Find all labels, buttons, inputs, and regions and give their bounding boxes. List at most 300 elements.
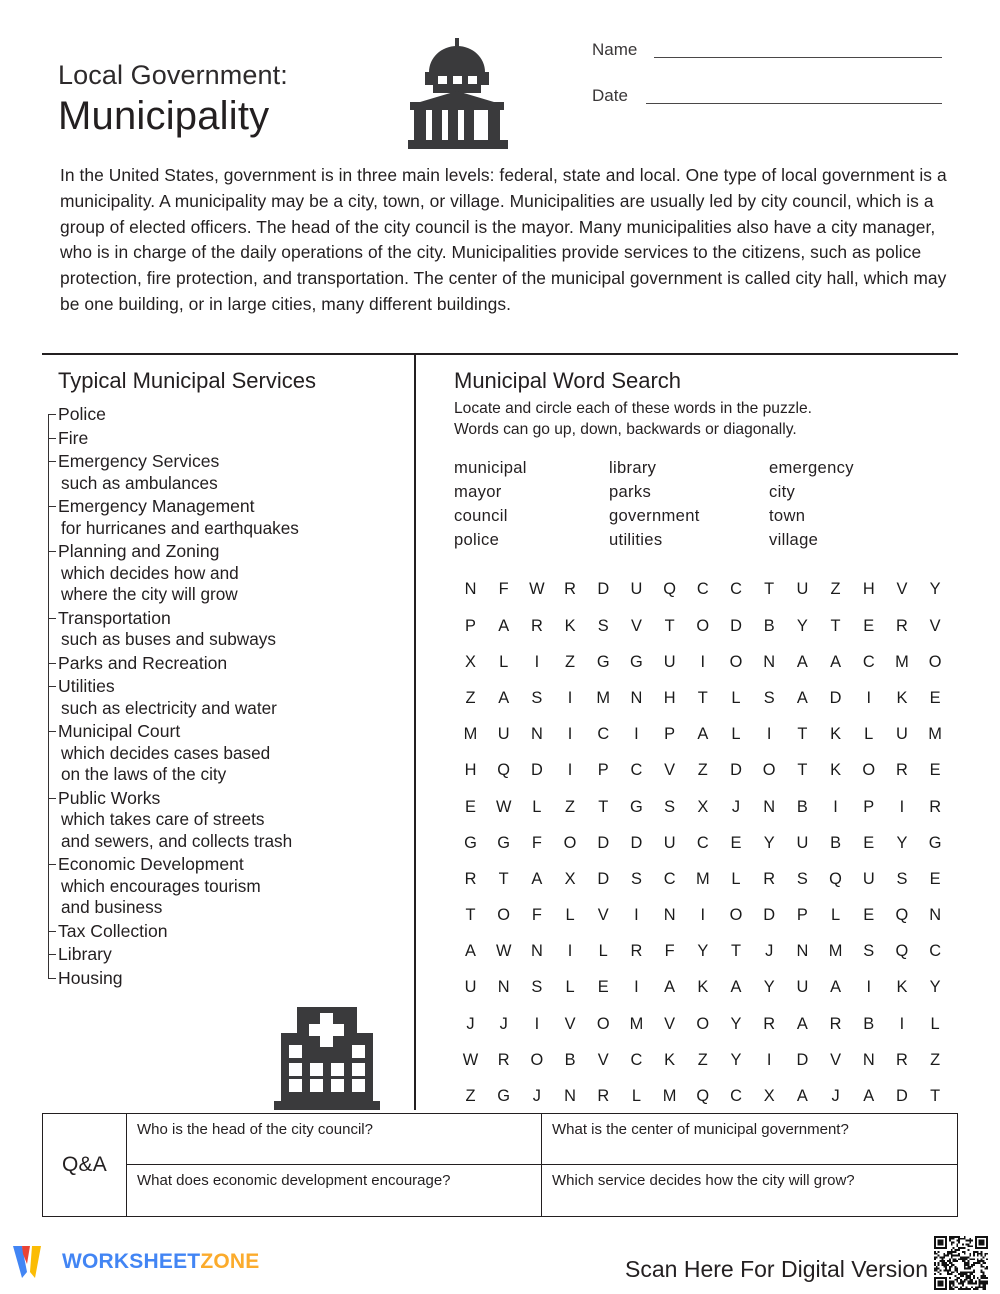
wordsearch-cell[interactable]: Y: [730, 1050, 742, 1069]
wordsearch-cell[interactable]: S: [531, 688, 543, 707]
service-item: [42, 854, 410, 919]
wordsearch-cell[interactable]: L: [565, 978, 575, 997]
wordsearch-cell[interactable]: S: [664, 797, 676, 816]
qa-question-text: What is the center of municipal government?: [552, 1121, 849, 1138]
wordsearch-cell[interactable]: A: [830, 652, 842, 671]
wordsearch-cell[interactable]: N: [630, 688, 643, 707]
wordsearch-cell[interactable]: O: [530, 1050, 544, 1069]
wordsearch-cell[interactable]: F: [498, 580, 509, 599]
service-detail: which encourages tourism: [61, 875, 261, 896]
service-item: [42, 541, 410, 606]
service-name: Emergency Management: [58, 496, 255, 517]
qr-code-icon[interactable]: [934, 1236, 988, 1290]
wordsearch-cell[interactable]: S: [896, 869, 908, 888]
wordsearch-cell[interactable]: A: [498, 688, 510, 707]
wordsearch-cell[interactable]: I: [766, 725, 772, 744]
service-item: [42, 608, 410, 651]
qa-box: [42, 1113, 958, 1217]
wordsearch-cell[interactable]: E: [863, 833, 875, 852]
wordsearch-heading: Municipal Word Search: [454, 368, 682, 393]
service-name: Housing: [58, 967, 123, 988]
wordsearch-cell[interactable]: Y: [697, 942, 709, 961]
wordsearch-instruction-1: Locate and circle each of these words in the puzzle.: [454, 400, 813, 418]
wordsearch-cell[interactable]: R: [763, 1014, 776, 1033]
qa-answer-cell[interactable]: [127, 1114, 542, 1165]
service-name: Police: [58, 404, 106, 425]
wordsearch-cell[interactable]: I: [899, 797, 905, 816]
wordsearch-cell[interactable]: A: [796, 1014, 809, 1033]
wordsearch-cell[interactable]: N: [464, 580, 477, 599]
wordsearch-cell[interactable]: M: [695, 869, 710, 888]
wordsearch-cell[interactable]: Z: [565, 797, 576, 816]
wordsearch-cell[interactable]: T: [465, 906, 476, 925]
wordsearch-cell[interactable]: N: [564, 1087, 577, 1106]
wordsearch-cell[interactable]: B: [564, 1050, 576, 1069]
wordsearch-cell[interactable]: A: [730, 978, 742, 997]
wordsearch-cell[interactable]: R: [763, 869, 776, 888]
wordsearch-cell[interactable]: D: [730, 761, 743, 780]
wordsearch-cell[interactable]: V: [929, 616, 941, 635]
wordsearch-cell[interactable]: T: [498, 869, 509, 888]
wordsearch-cell[interactable]: I: [899, 1014, 905, 1033]
wordsearch-cell[interactable]: R: [530, 616, 543, 635]
wordsearch-cell[interactable]: V: [597, 1050, 609, 1069]
title-subject: Local Government:: [58, 60, 288, 90]
wordsearch-cell[interactable]: N: [763, 797, 776, 816]
wordsearch-cell[interactable]: G: [630, 652, 643, 671]
wordsearch-cell[interactable]: E: [730, 833, 742, 852]
wordsearch-cell[interactable]: T: [797, 725, 808, 744]
wordsearch-cell[interactable]: Z: [465, 688, 476, 707]
wordsearch-cell[interactable]: U: [796, 580, 809, 599]
wordsearch-cell[interactable]: G: [928, 833, 942, 852]
service-name: Utilities: [58, 676, 115, 697]
wordsearch-cell[interactable]: T: [797, 761, 808, 780]
service-name: Tax Collection: [58, 920, 168, 941]
qa-question-text: What does economic development encourage?: [137, 1172, 451, 1189]
wordsearch-cell[interactable]: Z: [465, 1087, 476, 1106]
wordsearch-cell[interactable]: L: [930, 1014, 940, 1033]
wordsearch-cell[interactable]: R: [829, 1014, 842, 1033]
wordsearch-cell[interactable]: D: [597, 580, 610, 599]
wordsearch-cell[interactable]: O: [762, 761, 776, 780]
wordsearch-cell[interactable]: D: [730, 616, 743, 635]
service-detail: and business: [61, 897, 163, 918]
date-writing-line[interactable]: [646, 103, 942, 104]
service-item: [42, 404, 410, 426]
wordsearch-cell[interactable]: S: [796, 869, 809, 888]
wordsearch-cell[interactable]: W: [529, 580, 545, 599]
wordsearch-cell[interactable]: H: [464, 761, 477, 780]
wordsearch-cell[interactable]: P: [465, 616, 477, 635]
wordsearch-cell[interactable]: M: [662, 1087, 677, 1106]
wordsearch-cell[interactable]: A: [498, 616, 510, 635]
qa-label: Q&A: [62, 1153, 107, 1176]
service-name: Municipal Court: [58, 721, 181, 742]
capitol-building-icon: [402, 36, 514, 152]
word-bank-word: parks: [609, 482, 652, 502]
wordsearch-cell[interactable]: B: [830, 833, 842, 852]
wordsearch-cell[interactable]: T: [730, 942, 742, 961]
wordsearch-cell[interactable]: I: [567, 942, 573, 961]
wordsearch-cell[interactable]: R: [497, 1050, 510, 1069]
wordsearch-cell[interactable]: V: [830, 1050, 842, 1069]
wordsearch-cell[interactable]: P: [863, 797, 875, 816]
wordsearch-grid[interactable]: [454, 571, 954, 1114]
wordsearch-cell[interactable]: A: [796, 688, 809, 707]
wordsearch-cell[interactable]: O: [928, 652, 942, 671]
wordsearch-cell[interactable]: R: [464, 869, 477, 888]
wordsearch-cell[interactable]: D: [597, 833, 610, 852]
wordsearch-cell[interactable]: K: [830, 761, 842, 780]
wordsearch-cell[interactable]: U: [497, 725, 510, 744]
wordsearch-cell[interactable]: N: [663, 906, 676, 925]
wordsearch-cell[interactable]: T: [697, 688, 709, 707]
wordsearch-cell[interactable]: L: [631, 1087, 642, 1106]
wordsearch-cell[interactable]: A: [830, 978, 842, 997]
word-bank-word: police: [454, 530, 500, 550]
wordsearch-cell[interactable]: U: [796, 978, 809, 997]
name-label: Name: [592, 40, 638, 59]
wordsearch-cell[interactable]: M: [895, 652, 909, 671]
services-heading: Typical Municipal Services: [58, 368, 316, 393]
wordsearch-cell[interactable]: B: [796, 797, 809, 816]
wordsearch-cell[interactable]: N: [796, 942, 809, 961]
wordsearch-cell[interactable]: T: [664, 616, 675, 635]
wordsearch-cell[interactable]: E: [929, 869, 941, 888]
wordsearch-cell[interactable]: L: [731, 869, 741, 888]
wordsearch-cell[interactable]: N: [929, 906, 942, 925]
wordsearch-cell[interactable]: W: [495, 942, 512, 961]
wordsearch-cell[interactable]: N: [530, 725, 543, 744]
wordsearch-cell[interactable]: Q: [829, 869, 843, 888]
wordsearch-cell[interactable]: Y: [929, 580, 941, 599]
wordsearch-cell[interactable]: I: [634, 906, 639, 925]
wordsearch-cell[interactable]: Z: [697, 1050, 709, 1069]
wordsearch-cell[interactable]: C: [630, 761, 643, 780]
wordsearch-cell[interactable]: H: [862, 580, 875, 599]
wordsearch-cell[interactable]: C: [862, 652, 875, 671]
wordsearch-cell[interactable]: F: [531, 833, 543, 852]
wordsearch-cell[interactable]: U: [464, 978, 477, 997]
wordsearch-cell[interactable]: X: [763, 1087, 775, 1106]
wordsearch-cell[interactable]: O: [729, 906, 743, 925]
wordsearch-cell[interactable]: R: [630, 942, 643, 961]
wordsearch-cell[interactable]: C: [929, 942, 942, 961]
wordsearch-cell[interactable]: D: [630, 833, 643, 852]
word-bank-word: emergency: [769, 458, 854, 478]
service-item: [42, 451, 410, 494]
logo-zone-text: ZONE: [200, 1250, 260, 1273]
qa-question-text: Which service decides how the city will grow?: [552, 1172, 855, 1189]
wordsearch-cell[interactable]: C: [663, 869, 676, 888]
wordsearch-cell[interactable]: D: [763, 906, 776, 925]
wordsearch-cell[interactable]: S: [630, 869, 643, 888]
wordsearch-cell[interactable]: I: [567, 725, 573, 744]
wordsearch-cell[interactable]: L: [598, 942, 608, 961]
wordsearch-cell[interactable]: N: [530, 942, 543, 961]
wordsearch-cell[interactable]: S: [531, 978, 543, 997]
wordsearch-cell[interactable]: H: [663, 688, 676, 707]
wordsearch-cell[interactable]: K: [664, 1050, 676, 1069]
wordsearch-cell[interactable]: D: [829, 688, 842, 707]
wordsearch-cell[interactable]: D: [530, 761, 543, 780]
wordsearch-cell[interactable]: D: [597, 869, 610, 888]
wordsearch-cell[interactable]: J: [731, 797, 741, 816]
wordsearch-cell[interactable]: L: [565, 906, 575, 925]
wordsearch-cell[interactable]: I: [567, 688, 573, 707]
wordsearch-cell[interactable]: S: [597, 616, 609, 635]
wordsearch-cell[interactable]: M: [596, 688, 611, 707]
word-bank-word: city: [769, 482, 796, 502]
service-detail: which takes care of streets: [61, 809, 265, 830]
word-bank: [454, 456, 954, 551]
wordsearch-cell[interactable]: C: [696, 833, 709, 852]
page-title: [58, 62, 288, 139]
wordsearch-cell[interactable]: T: [598, 797, 609, 816]
service-name: Fire: [58, 427, 89, 448]
wordsearch-cell[interactable]: K: [830, 725, 842, 744]
wordsearch-cell[interactable]: V: [896, 580, 908, 599]
wordsearch-cell[interactable]: Z: [830, 580, 841, 599]
wordsearch-cell[interactable]: L: [731, 688, 741, 707]
wordsearch-cell[interactable]: J: [831, 1087, 840, 1106]
wordsearch-cell[interactable]: D: [796, 1050, 809, 1069]
page-footer: [0, 1232, 1000, 1294]
wordsearch-cell[interactable]: K: [697, 978, 709, 997]
name-date-block: [592, 40, 952, 132]
wordsearch-cell[interactable]: O: [729, 652, 743, 671]
name-field-row[interactable]: [592, 40, 952, 86]
wordsearch-cell[interactable]: C: [630, 1050, 643, 1069]
worksheetzone-logo[interactable]: [10, 1233, 259, 1291]
wordsearch-cell[interactable]: S: [863, 942, 875, 961]
wordsearch-cell[interactable]: J: [499, 1014, 508, 1033]
wordsearch-cell[interactable]: Q: [497, 761, 511, 780]
wordsearch-cell[interactable]: F: [664, 942, 675, 961]
wordsearch-cell[interactable]: W: [462, 1050, 479, 1069]
wordsearch-cell[interactable]: G: [630, 797, 643, 816]
title-topic: Municipality: [58, 94, 270, 138]
name-writing-line[interactable]: [654, 57, 942, 58]
wordsearch-cell[interactable]: U: [630, 580, 643, 599]
wordsearch-cell[interactable]: I: [534, 1014, 540, 1033]
wordsearch-cell[interactable]: R: [929, 797, 942, 816]
services-list: [42, 404, 410, 989]
wordsearch-cell[interactable]: U: [796, 833, 809, 852]
wordsearch-cell[interactable]: K: [896, 688, 908, 707]
wordsearch-cell[interactable]: E: [929, 688, 941, 707]
wordsearch-cell[interactable]: Y: [763, 833, 775, 852]
wordsearch-cell[interactable]: O: [596, 1014, 610, 1033]
service-item: [42, 788, 410, 853]
wordsearch-cell[interactable]: I: [700, 652, 706, 671]
service-item: [42, 721, 410, 786]
service-detail: on the laws of the city: [61, 764, 227, 785]
wordsearch-cell[interactable]: I: [634, 725, 639, 744]
wordsearch-cell[interactable]: B: [863, 1014, 875, 1033]
wordsearch-cell[interactable]: L: [830, 906, 841, 925]
word-bank-word: town: [769, 506, 806, 526]
page-header: [0, 0, 1000, 160]
service-name: Transportation: [58, 607, 171, 628]
wordsearch-instruction-2: Words can go up, down, backwards or diagonally.: [454, 420, 797, 438]
qa-answer-cell[interactable]: [127, 1165, 542, 1216]
wordsearch-cell[interactable]: O: [696, 1014, 710, 1033]
wordsearch-cell[interactable]: Q: [663, 580, 677, 599]
wordsearch-cell[interactable]: I: [567, 761, 573, 780]
wordsearch-cell[interactable]: G: [497, 833, 511, 852]
wordsearch-cell[interactable]: D: [896, 1087, 909, 1106]
date-field-row[interactable]: [592, 86, 952, 132]
wordsearch-cell[interactable]: E: [597, 978, 609, 997]
wordsearch-cell[interactable]: A: [465, 942, 477, 961]
wordsearch-cell[interactable]: Q: [696, 1087, 710, 1106]
wordsearch-cell[interactable]: C: [597, 725, 610, 744]
wordsearch-cell[interactable]: A: [531, 869, 543, 888]
wordsearch-cell[interactable]: I: [634, 978, 639, 997]
logo-text: [62, 1250, 259, 1274]
wordsearch-cell[interactable]: I: [700, 906, 706, 925]
wordsearch-cell[interactable]: A: [796, 652, 809, 671]
wordsearch-cell[interactable]: R: [564, 580, 577, 599]
wordsearch-cell[interactable]: T: [830, 616, 841, 635]
wordsearch-cell[interactable]: Z: [565, 652, 576, 671]
wordsearch-cell[interactable]: L: [499, 652, 509, 671]
section-divider-vertical: [414, 355, 416, 1110]
service-detail: which decides how and: [61, 562, 239, 583]
wordsearch-cell[interactable]: M: [828, 942, 843, 961]
wordsearch-cell[interactable]: Z: [930, 1050, 941, 1069]
wordsearch-cell[interactable]: F: [531, 906, 543, 925]
wordsearch-cell[interactable]: Z: [697, 761, 709, 780]
wordsearch-cell[interactable]: I: [534, 652, 540, 671]
wordsearch-cell[interactable]: K: [896, 978, 908, 997]
wordsearch-cell[interactable]: C: [730, 580, 743, 599]
wordsearch-cell[interactable]: O: [862, 761, 876, 780]
service-detail: which decides cases based: [61, 742, 271, 763]
wordsearch-cell[interactable]: N: [862, 1050, 875, 1069]
wordsearch-cell[interactable]: Y: [763, 978, 775, 997]
service-name: Emergency Services: [58, 451, 220, 472]
word-bank-word: library: [609, 458, 657, 478]
wordsearch-grid-wrap: [454, 571, 954, 1114]
wordsearch-cell[interactable]: B: [763, 616, 775, 635]
wordsearch-cell[interactable]: O: [563, 833, 577, 852]
wordsearch-cell[interactable]: Y: [929, 978, 941, 997]
date-label: Date: [592, 86, 628, 105]
wordsearch-cell[interactable]: T: [764, 580, 775, 599]
wordsearch-cell[interactable]: X: [697, 797, 709, 816]
wordsearch-cell[interactable]: J: [765, 942, 774, 961]
wordsearch-cell[interactable]: E: [465, 797, 477, 816]
wordsearch-cell[interactable]: I: [766, 1050, 772, 1069]
wordsearch-cell[interactable]: O: [497, 906, 511, 925]
qa-question-text: Who is the head of the city council?: [137, 1121, 373, 1138]
services-column: [42, 368, 410, 991]
wordsearch-cell[interactable]: T: [930, 1087, 941, 1106]
wordsearch-cell[interactable]: E: [863, 616, 875, 635]
wordsearch-cell[interactable]: L: [731, 725, 741, 744]
service-item: [42, 428, 410, 450]
service-name: Public Works: [58, 787, 161, 808]
service-item: [42, 968, 410, 990]
wordsearch-cell[interactable]: Y: [896, 833, 908, 852]
wordsearch-cell[interactable]: K: [564, 616, 576, 635]
wordsearch-cell[interactable]: Y: [730, 1014, 742, 1033]
wordsearch-cell[interactable]: G: [497, 1087, 511, 1106]
wordsearch-cell[interactable]: C: [696, 580, 709, 599]
wordsearch-cell[interactable]: N: [497, 978, 510, 997]
wordsearch-cell[interactable]: R: [896, 761, 909, 780]
wordsearch-cell[interactable]: J: [532, 1087, 542, 1106]
service-item: [42, 676, 410, 719]
wordsearch-cell[interactable]: Q: [895, 906, 909, 925]
wordsearch-cell[interactable]: R: [896, 1050, 909, 1069]
wordsearch-cell[interactable]: Q: [895, 942, 909, 961]
service-item: [42, 921, 410, 943]
wordsearch-cell[interactable]: W: [495, 797, 512, 816]
wordsearch-cell[interactable]: M: [629, 1014, 644, 1033]
wordsearch-cell[interactable]: E: [929, 761, 941, 780]
wordsearch-cell[interactable]: S: [763, 688, 775, 707]
wordsearch-cell[interactable]: G: [596, 652, 610, 671]
wordsearch-cell[interactable]: U: [663, 652, 676, 671]
wordsearch-cell[interactable]: Y: [796, 616, 809, 635]
service-detail: where the city will grow: [61, 584, 238, 605]
word-bank-word: utilities: [609, 530, 663, 550]
wordsearch-cell[interactable]: I: [866, 978, 872, 997]
wordsearch-cell[interactable]: U: [862, 869, 875, 888]
wordsearch-cell[interactable]: A: [863, 1087, 875, 1106]
wordsearch-cell[interactable]: X: [564, 869, 576, 888]
wordsearch-cell[interactable]: V: [664, 1014, 676, 1033]
wordsearch-cell[interactable]: I: [833, 797, 839, 816]
wordsearch-cell[interactable]: V: [664, 761, 676, 780]
qa-answer-cell[interactable]: [542, 1114, 957, 1165]
wordsearch-cell[interactable]: L: [864, 725, 874, 744]
intro-paragraph: In the United States, government is in three main levels: federal, state and local. One type of local government is a municipality. A municipality may be a city, town, or village. Municipalities are usually led by city council, which is a group of elected officers. The head of the city council is the mayor. Many municipalities also have a city manager, who is in charge of the daily operations of the city. Municipalities provide services to the citizens, such as police protection, fire protection, and transportation. The center of the municipal government is called city hall, which may be one building, or in large cities, many different buildings.: [60, 165, 947, 314]
wordsearch-cell[interactable]: A: [664, 978, 676, 997]
wordsearch-cell[interactable]: L: [532, 797, 542, 816]
wordsearch-cell[interactable]: C: [730, 1087, 743, 1106]
wordsearch-cell[interactable]: P: [597, 761, 609, 780]
wordsearch-cell[interactable]: A: [697, 725, 709, 744]
wordsearch-cell[interactable]: N: [763, 652, 776, 671]
wordsearch-cell[interactable]: J: [466, 1014, 475, 1033]
wordsearch-cell[interactable]: V: [630, 616, 643, 635]
wordsearch-cell[interactable]: I: [866, 688, 872, 707]
wordsearch-cell[interactable]: O: [696, 616, 710, 635]
wordsearch-cell[interactable]: E: [863, 906, 875, 925]
wordsearch-cell[interactable]: M: [463, 725, 478, 744]
wordsearch-cell[interactable]: R: [896, 616, 909, 635]
wordsearch-cell[interactable]: U: [896, 725, 909, 744]
qa-answer-cell[interactable]: [542, 1165, 957, 1216]
wordsearch-column: [454, 368, 954, 1114]
wordsearch-cell[interactable]: P: [796, 906, 809, 925]
wordsearch-cell[interactable]: V: [597, 906, 609, 925]
wordsearch-cell[interactable]: P: [664, 725, 676, 744]
wordsearch-cell[interactable]: G: [464, 833, 478, 852]
wordsearch-cell[interactable]: U: [663, 833, 676, 852]
wordsearch-cell[interactable]: A: [796, 1087, 809, 1106]
wordsearch-cell[interactable]: R: [597, 1087, 610, 1106]
wordsearch-cell[interactable]: V: [564, 1014, 576, 1033]
service-item: [42, 944, 410, 966]
wordsearch-cell[interactable]: X: [465, 652, 477, 671]
wordsearch-cell[interactable]: M: [928, 725, 943, 744]
